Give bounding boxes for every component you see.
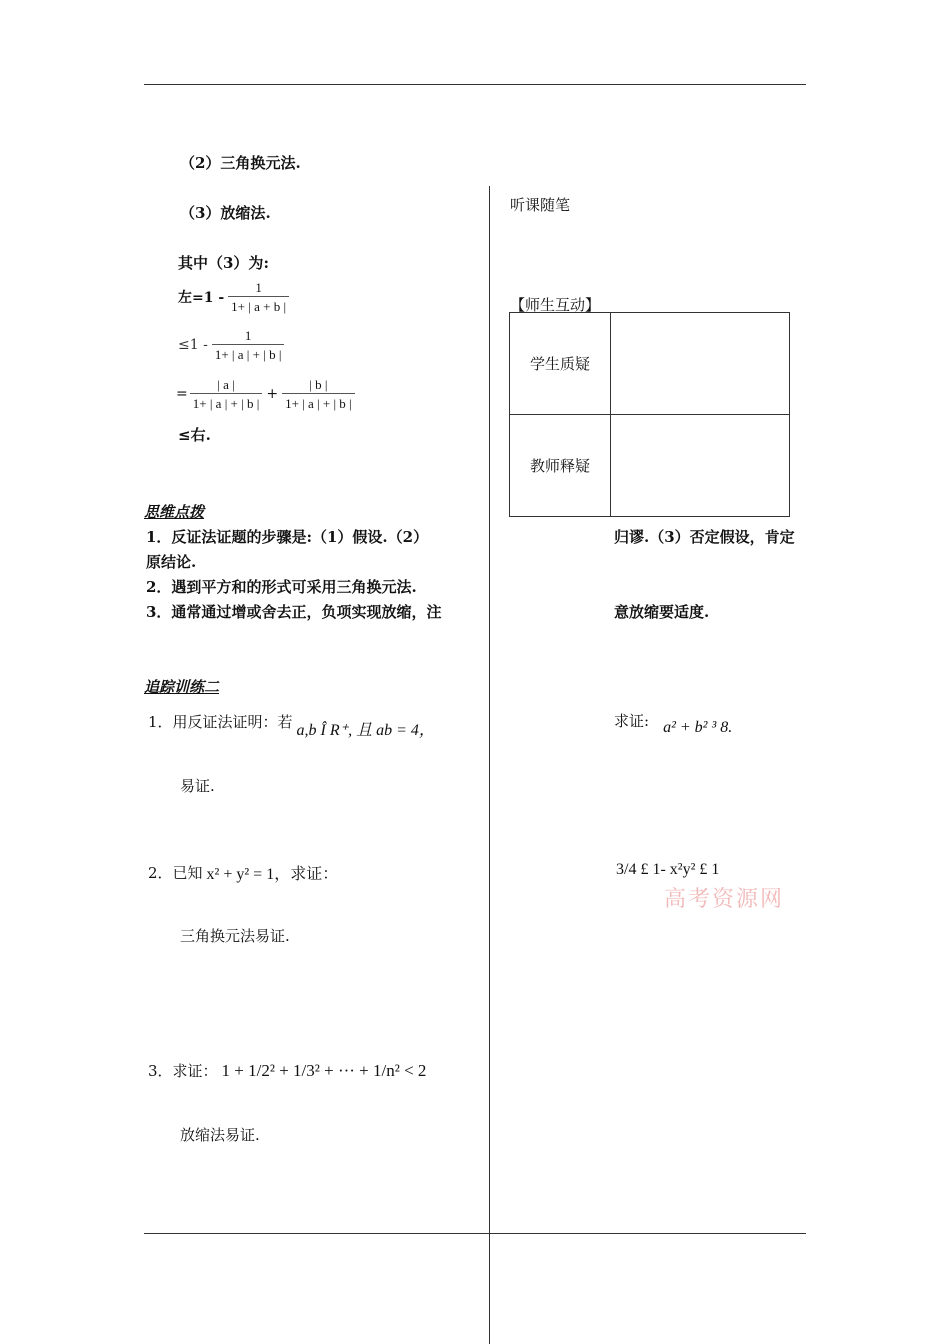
column-divider: [489, 186, 490, 1344]
exercise-2-answer: 三角换元法易证.: [180, 927, 290, 945]
proof-line-4: ≤右.: [178, 426, 211, 444]
exercise-3-math: 1 + 1/2² + 1/3² + ··· + 1/n² < 2: [221, 1060, 427, 1080]
row-1-content[interactable]: [611, 313, 790, 415]
fraction-2-num: 1: [244, 328, 252, 343]
exercise-1-answer: 易证.: [180, 777, 215, 795]
fraction-2: [212, 327, 285, 363]
exercise-2: [148, 861, 338, 884]
notes-title: 听课随笔: [510, 196, 571, 214]
training-heading: 追踪训练二: [144, 678, 220, 696]
item-2: （2）三角换元法.: [180, 154, 301, 172]
thinking-1-continued: 归谬.（3）否定假设，肯定: [614, 528, 795, 546]
thinking-1a: 1．反证法证题的步骤是:（1）假设.（2）: [146, 528, 429, 546]
proof-intro: 其中（3）为:: [178, 254, 269, 272]
proof-line-2: [178, 327, 284, 363]
table-row: [510, 313, 790, 415]
proof-line-1-prefix: 左=1 -: [178, 290, 225, 306]
fraction-1: [228, 279, 289, 315]
plus-sign: +: [266, 386, 279, 402]
fraction-3a: [190, 376, 263, 412]
proof-line-3-prefix: =: [176, 386, 188, 402]
fraction-3b-den: 1+ | a | + | b |: [282, 393, 355, 412]
thinking-3: 3．通常通过增或舍去正，负项实现放缩，注: [146, 603, 442, 621]
fraction-2-den: 1+ | a | + | b |: [212, 344, 285, 363]
exercise-2-label: 2．已知: [148, 864, 203, 882]
thinking-3-continued: 意放缩要适度.: [614, 603, 710, 621]
thinking-heading: 思维点拨: [144, 503, 205, 521]
row-2-label: 教师释疑: [510, 415, 611, 517]
fraction-3b: [282, 376, 355, 412]
fraction-3b-num: | b |: [309, 377, 328, 392]
exercise-1-continued: [614, 703, 732, 737]
bottom-rule: [144, 1233, 806, 1234]
proof-line-2-prefix: ≤1 -: [178, 337, 208, 353]
row-2-content[interactable]: [611, 415, 790, 517]
interaction-title: 【师生互动】: [510, 296, 601, 314]
exercise-1-cont-label: 求证:: [614, 711, 650, 730]
proof-line-3: [176, 376, 355, 412]
thinking-2: 2．遇到平方和的形式可采用三角换元法.: [146, 578, 417, 596]
interaction-table: [509, 312, 790, 517]
fraction-3a-den: 1+ | a | + | b |: [190, 393, 263, 412]
exercise-3-answer: 放缩法易证.: [180, 1126, 260, 1144]
fraction-3a-num: | a |: [217, 377, 235, 392]
proof-line-1: [178, 279, 289, 315]
exercise-3-label: 3．求证：: [148, 1062, 218, 1080]
exercise-1: [148, 703, 435, 740]
top-rule: [144, 84, 806, 85]
exercise-1-math: a,b Î R⁺, 且 ab = 4，: [296, 722, 435, 739]
table-row: [510, 415, 790, 517]
fraction-1-num: 1: [255, 280, 262, 295]
thinking-1b: 原结论.: [146, 553, 197, 571]
exercise-2-continued: 3/4 £ 1- x²y² £ 1: [616, 861, 720, 878]
fraction-1-den: 1+ | a + b |: [228, 296, 289, 315]
item-3: （3）放缩法.: [180, 204, 271, 222]
exercise-2-math: x² + y² = 1，求证：: [206, 866, 339, 883]
exercise-1-label: 1．用反证法证明：若: [148, 713, 293, 731]
watermark: 高考资源网: [664, 887, 785, 912]
row-1-label: 学生质疑: [510, 313, 611, 415]
exercise-1-cont-math: a² + b² ³ 8.: [663, 719, 733, 736]
exercise-3: [148, 1060, 426, 1081]
